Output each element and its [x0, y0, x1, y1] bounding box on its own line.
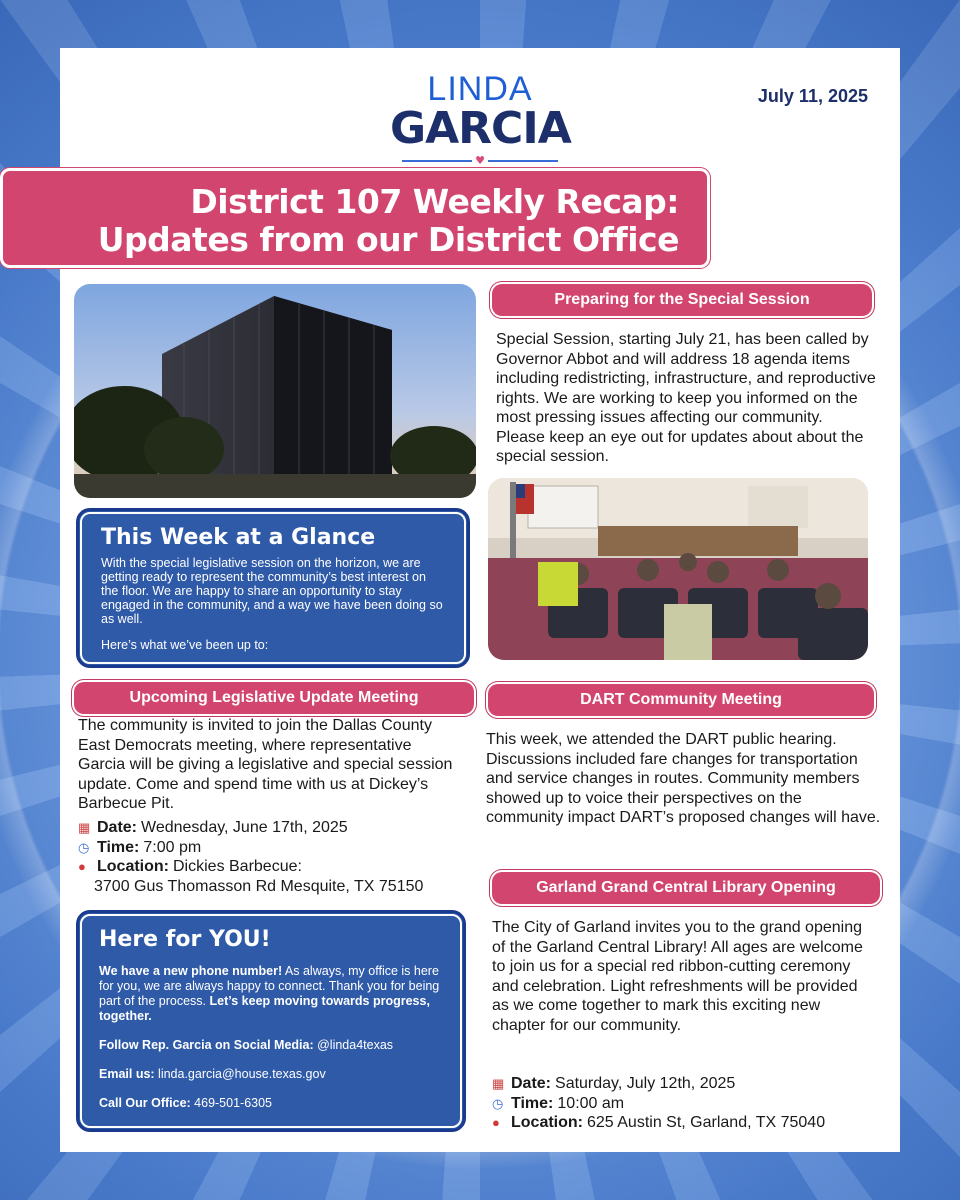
- library-opening-heading: Garland Grand Central Library Opening: [492, 872, 880, 904]
- phone-line: [99, 1096, 443, 1111]
- social-label: Follow Rep. Garcia on Social Media:: [99, 1038, 314, 1052]
- special-session-text: Special Session, starting July 21, has been called by Governor Abbot and will address 18 agenda items including redistricting, infrastructure, and reproductive rights. We are working to keep you informed on the most pressing issues affecting our community. Please keep an eye out for updates about about the special session.: [496, 331, 876, 465]
- banner-line-2: Updates from our District Office: [97, 220, 679, 259]
- banner-line-1: District 107 Weekly Recap:: [190, 182, 679, 221]
- location-pin-icon: ●: [492, 1115, 500, 1130]
- legislative-location-label: Location:: [97, 858, 169, 875]
- this-week-at-a-glance-box: [76, 508, 470, 668]
- library-date-value: Saturday, July 12th, 2025: [555, 1075, 736, 1092]
- new-phone-paragraph: [99, 964, 443, 1024]
- clock-icon: ◷: [492, 1095, 504, 1111]
- progress-bold: Let’s keep moving towards progress, together.: [99, 994, 430, 1023]
- legislative-time-value: 7:00 pm: [143, 838, 202, 856]
- library-date-row: [492, 1074, 892, 1094]
- phone-label: Call Our Office:: [99, 1096, 191, 1110]
- logo-last-name: GARCIA: [390, 103, 571, 154]
- library-time-row: [492, 1094, 892, 1114]
- new-phone-text: As always, my office is here for you, we are always happy to connect. Thank you for being part of the process.: [99, 964, 440, 1008]
- issue-date: July 11, 2025: [757, 86, 868, 106]
- clock-icon: ◷: [78, 839, 90, 855]
- library-location-label: Location:: [511, 1114, 583, 1131]
- here-for-you-box: [76, 910, 466, 1132]
- library-date-label: Date:: [511, 1075, 552, 1092]
- email-address[interactable]: linda.garcia@house.texas.gov: [154, 1067, 326, 1081]
- library-location-value: 625 Austin St, Garland, TX 75040: [587, 1114, 826, 1131]
- legislative-location-value: Dickies Barbecue:: [173, 858, 302, 875]
- legislative-location-row: [78, 857, 478, 877]
- new-phone-bold: We have a new phone number!: [99, 964, 283, 978]
- calendar-icon: ▦: [78, 820, 91, 835]
- texas-heart-icon: ♥: [472, 154, 488, 168]
- location-pin-icon: ●: [78, 859, 86, 874]
- phone-number[interactable]: 469-501-6305: [190, 1096, 273, 1110]
- social-handle[interactable]: @linda4texas: [313, 1038, 394, 1052]
- dart-hearing-photo: [488, 478, 868, 660]
- here-for-you-content: [99, 964, 443, 1111]
- library-time-value: 10:00 am: [557, 1094, 625, 1112]
- district-office-building-photo: [74, 284, 476, 498]
- calendar-icon: ▦: [492, 1076, 505, 1091]
- legislative-date-value: Wednesday, June 17th, 2025: [141, 819, 348, 836]
- title-banner: [0, 168, 710, 268]
- special-session-heading: Preparing for the Special Session: [492, 284, 872, 316]
- library-opening-text: The City of Garland invites you to the grand opening of the Garland Central Library! All ages are welcome to join us for a special red ribbon-cutting ceremony and celebration. Light refreshments will be provided as we come together to mark this exciting new chapter for our community.: [492, 919, 863, 1034]
- legislative-date-row: [78, 818, 478, 838]
- legislative-meeting-details: [78, 818, 478, 896]
- social-media-line: [99, 1038, 443, 1053]
- newsletter-page: [60, 48, 900, 1152]
- logo-first-name: LINDA: [427, 70, 533, 108]
- dart-meeting-text: This week, we attended the DART public hearing. Discussions included fare changes for transportation and service changes in routes. Community members showed up to voice their perspectives on the community impact DART’s proposed changes will have.: [486, 731, 881, 826]
- dart-meeting-heading: DART Community Meeting: [488, 684, 874, 716]
- legislative-meeting-heading: Upcoming Legislative Update Meeting: [74, 682, 474, 714]
- email-line: [99, 1067, 443, 1082]
- glance-footer: Here’s what we’ve been up to:: [101, 638, 269, 652]
- glance-text: With the special legislative session on the horizon, we are getting ready to represent the community’s best interest on the floor. We are happy to share an opportunity to stay engaged in the community, and a way we have been doing so as well.: [101, 556, 443, 626]
- legislative-meeting-text: The community is invited to join the Dallas County East Democrats meeting, where representative Garcia will be giving a legislative and special session update. Come and spend time with us at Dickey’s Barbecue Pit.: [78, 717, 453, 812]
- library-details: [492, 1074, 892, 1133]
- linda-garcia-logo: [390, 72, 570, 168]
- here-for-you-title: Here for YOU!: [99, 927, 271, 952]
- library-location-row: [492, 1113, 892, 1133]
- legislative-address: 3700 Gus Thomasson Rd Mesquite, TX 75150: [94, 877, 424, 895]
- glance-title: This Week at a Glance: [101, 525, 376, 550]
- legislative-date-label: Date:: [97, 819, 138, 836]
- email-label: Email us:: [99, 1067, 155, 1081]
- library-time-label: Time:: [511, 1094, 554, 1112]
- logo-underline: [390, 154, 570, 168]
- legislative-time-label: Time:: [97, 838, 140, 856]
- legislative-time-row: [78, 838, 478, 858]
